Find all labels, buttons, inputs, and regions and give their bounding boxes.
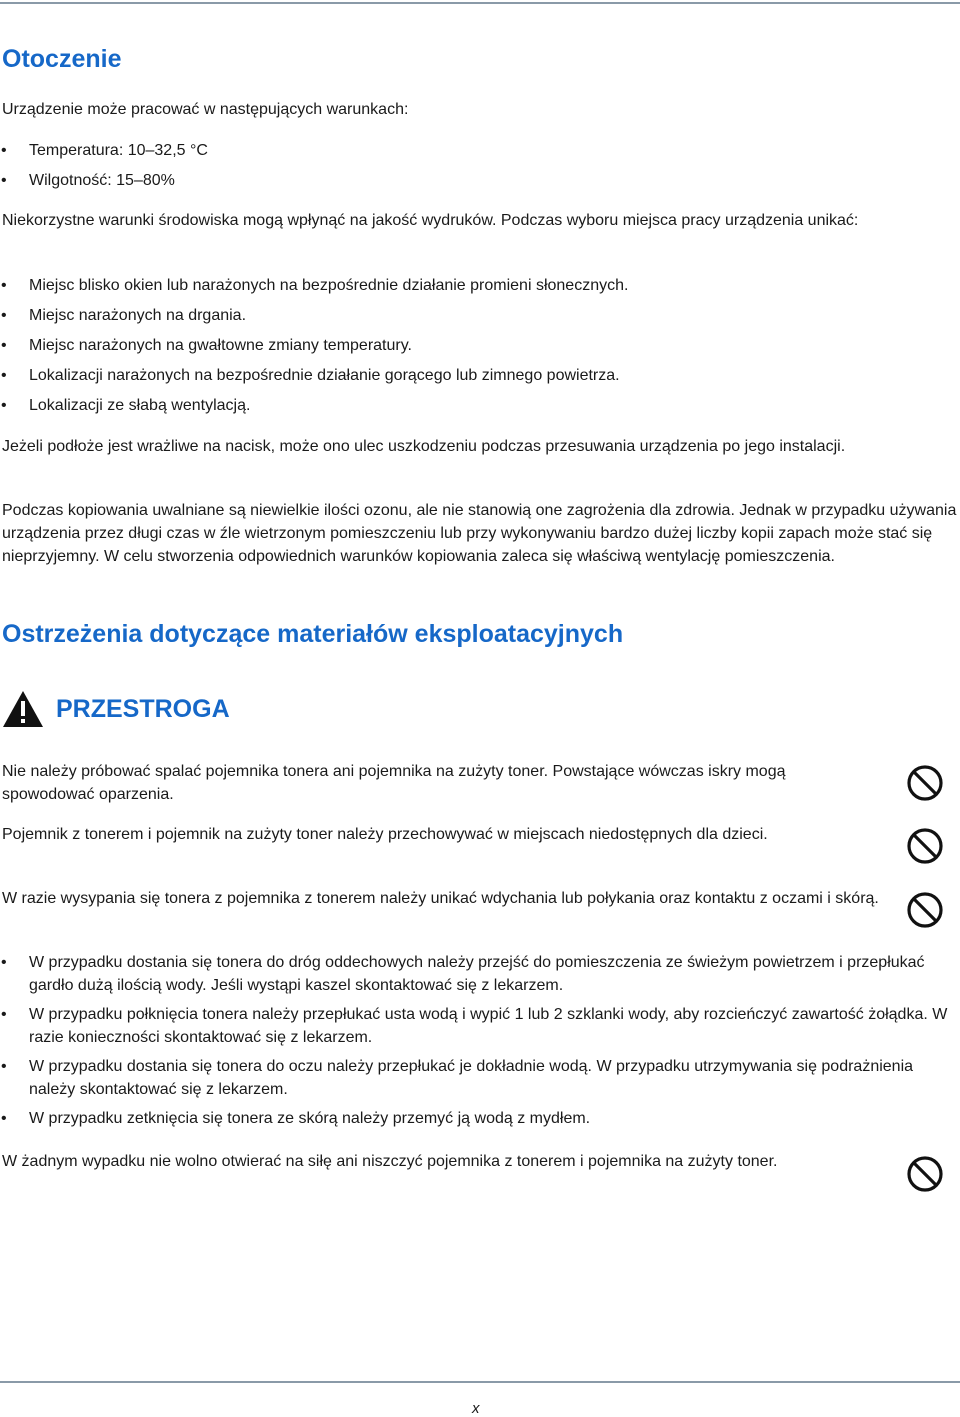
- list-item: • W przypadku dostania się tonera do dróg oddechowych należy przejść do pomieszczenia ze świeżym powietrzem i przepłukać gardło dużą ilością wody. Jeśli wystąpi kaszel skontaktować się z lekarzem.: [0, 951, 955, 997]
- warning-text: Pojemnik z tonerem i pojemnik na zużyty toner należy przechowywać w miejscach niedostępnych dla dzieci.: [2, 826, 768, 843]
- list-item: • Lokalizacji narażonych na bezpośrednie działanie gorącego lub zimnego powietrza.: [0, 364, 940, 387]
- list-item: • Miejsc narażonych na gwałtowne zmiany temperatury.: [0, 334, 940, 357]
- caution-header: [2, 690, 230, 728]
- prohibition-icon: [906, 1155, 944, 1193]
- list-item: • Wilgotność: 15–80%: [0, 169, 940, 192]
- list-item: • Temperatura: 10–32,5 °C: [0, 139, 940, 162]
- avoid-list: [0, 274, 940, 424]
- page-number: x: [472, 1400, 480, 1417]
- section-heading-environment: Otoczenie: [2, 45, 122, 73]
- section-heading-consumables: Ostrzeżenia dotyczące materiałów eksploatacyjnych: [2, 620, 624, 648]
- warning-triangle-icon: [2, 690, 44, 728]
- caution-label: PRZESTROGA: [56, 695, 230, 723]
- toner-first-aid-list: [0, 951, 955, 1136]
- conditions-list: [0, 139, 940, 199]
- environment-intro: Urządzenie może pracować w następujących warunkach:: [2, 101, 409, 118]
- floor-note: Jeżeli podłoże jest wrażliwe na nacisk, może ono ulec uszkodzeniu podczas przesuwania urządzenia po jego instalacji.: [2, 438, 846, 455]
- ozone-note: Podczas kopiowania uwalniane są niewielkie ilości ozonu, ale nie stanowią one zagrożenia dla zdrowia. Jednak w przypadku używania urządzenia przez długi czas w źle wietrzonym pomieszczeniu lub przy wykonywaniu bardzo dużej liczby kopii zapach może stać się nieprzyjemny. W celu stworzenia odpowiednich warunków kopiowania zaleca się właściwą wentylację pomieszczenia.: [2, 502, 957, 565]
- warning-text: W żadnym wypadku nie wolno otwierać na siłę ani niszczyć pojemnika z tonerem i pojemnika na zużyty toner.: [2, 1153, 778, 1170]
- list-item: • W przypadku zetknięcia się tonera ze skórą należy przemyć ją wodą z mydłem.: [0, 1107, 955, 1130]
- list-item: • Miejsc narażonych na drgania.: [0, 304, 940, 327]
- avoid-intro: Niekorzystne warunki środowiska mogą wpłynąć na jakość wydruków. Podczas wyboru miejsca pracy urządzenia unikać:: [2, 212, 859, 229]
- list-item: • W przypadku połknięcia tonera należy przepłukać usta wodą i wypić 1 lub 2 szklanki wody, aby rozcieńczyć zawartość żołądka. W razie konieczności skontaktować się z lekarzem.: [0, 1003, 955, 1049]
- warning-text: Nie należy próbować spalać pojemnika tonera ani pojemnika na zużyty toner. Powstające wówczas iskry mogą spowodować oparzenia.: [2, 763, 786, 803]
- list-item: • W przypadku dostania się tonera do oczu należy przepłukać je dokładnie wodą. W przypadku utrzymywania się podrażnienia należy skontaktować się z lekarzem.: [0, 1055, 955, 1101]
- prohibition-icon: [906, 891, 944, 929]
- prohibition-icon: [906, 764, 944, 802]
- list-item: • Miejsc blisko okien lub narażonych na bezpośrednie działanie promieni słonecznych.: [0, 274, 940, 297]
- prohibition-icon: [906, 827, 944, 865]
- warning-text: W razie wysypania się tonera z pojemnika z tonerem należy unikać wdychania lub połykania oraz kontaktu z oczami i skórą.: [2, 890, 879, 907]
- list-item: • Lokalizacji ze słabą wentylacją.: [0, 394, 940, 417]
- top-rule: [0, 2, 960, 4]
- bottom-rule: [0, 1381, 960, 1383]
